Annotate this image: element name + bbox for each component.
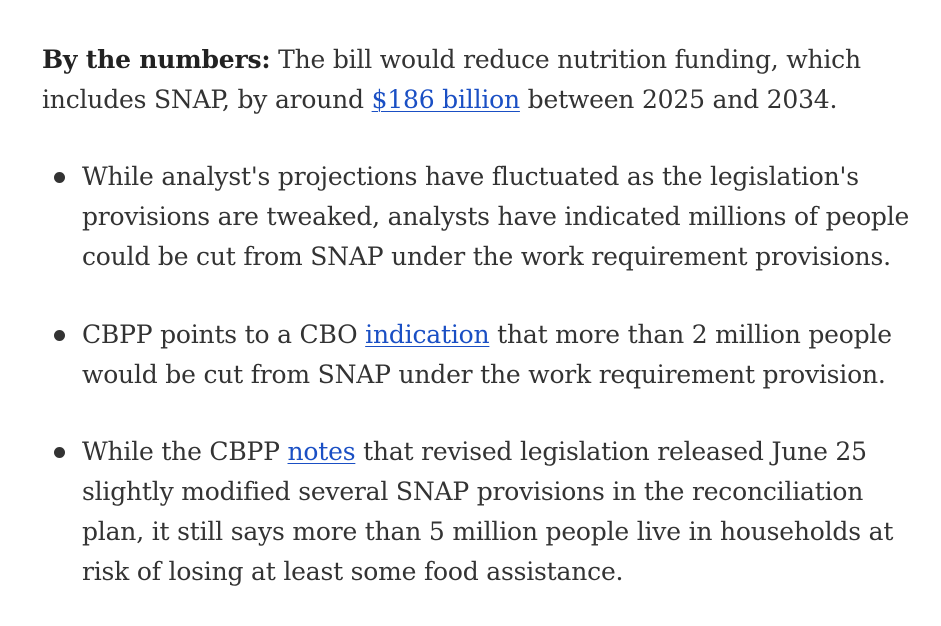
- lede-label: By the numbers:: [42, 45, 271, 74]
- bullet-icon: [54, 172, 65, 183]
- bullet-icon: [54, 447, 65, 458]
- funding-amount-link[interactable]: $186 billion: [371, 85, 520, 114]
- lede-text-before-link: The bill would reduce nutrition funding, which includes SNAP, by around: [42, 45, 861, 114]
- bullet-text: While analyst's projections have fluctuated as the legislation's provisions are tweaked, analysts have indicated millions of people could be cut from SNAP under the work requirement provisions.: [82, 162, 910, 271]
- bullet-text-before-link: CBPP points to a CBO: [82, 320, 366, 349]
- list-item: [42, 432, 922, 592]
- list-item: [42, 315, 922, 395]
- bullet-list: [42, 157, 922, 592]
- bullet-text-before-link: While the CBPP: [82, 437, 288, 466]
- article-body: [42, 40, 922, 592]
- bullet-icon: [54, 330, 65, 341]
- notes-link[interactable]: notes: [287, 437, 356, 466]
- bullet-text-after-link: that more than 2 million people would be cut from SNAP under the work requirement provision.: [82, 320, 892, 389]
- lede-paragraph: [42, 40, 922, 120]
- indication-link[interactable]: indication: [365, 320, 490, 349]
- list-item: [42, 157, 922, 277]
- bullet-text-after-link: that revised legislation released June 25 slightly modified several SNAP provisions in the reconciliation plan, it still says more than 5 million people live in households at risk of losing at least some food assistance.: [82, 437, 894, 586]
- lede-text-after-link: between 2025 and 2034.: [519, 85, 838, 114]
